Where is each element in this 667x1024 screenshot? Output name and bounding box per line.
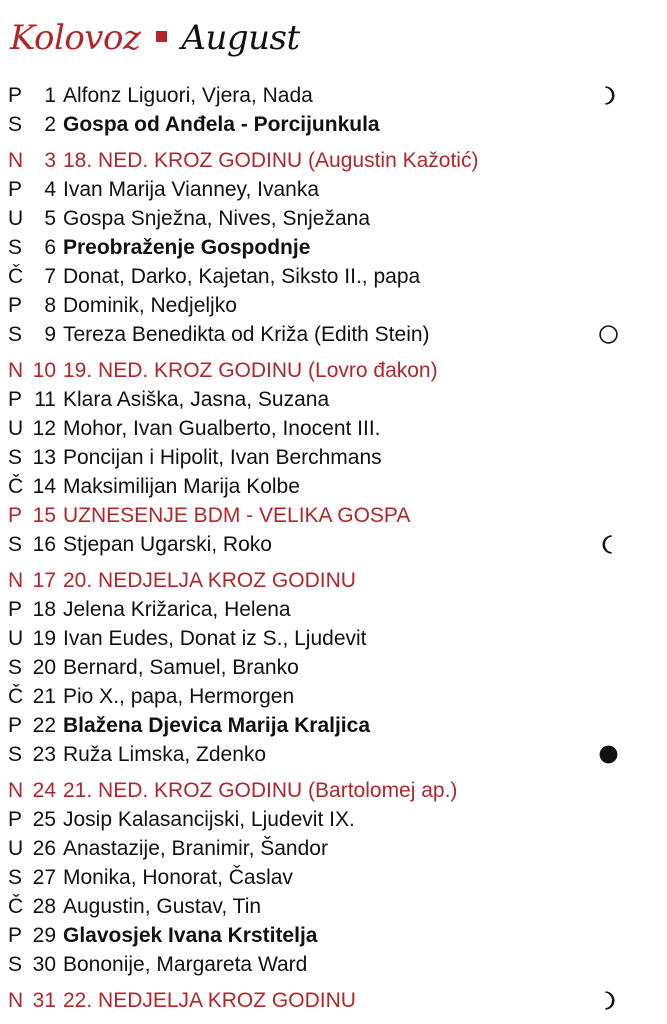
day-row xyxy=(0,682,667,711)
day-number: 2 xyxy=(44,113,56,136)
saint-names: 22. NEDJELJA KROZ GODINU xyxy=(63,989,356,1012)
day-row xyxy=(0,385,667,414)
day-number: 5 xyxy=(44,207,56,230)
day-row xyxy=(0,81,667,110)
saint-names: Augustin, Gustav, Tin xyxy=(63,895,262,918)
saint-names: Poncijan i Hipolit, Ivan Berchmans xyxy=(63,446,382,469)
weekday-letter: P xyxy=(8,714,23,737)
saint-names: Blažena Djevica Marija Kraljica xyxy=(63,714,370,737)
weekday-letter: S xyxy=(8,446,23,469)
waxing-crescent-moon-icon xyxy=(598,85,619,106)
full-moon-icon xyxy=(598,324,619,345)
day-row xyxy=(0,805,667,834)
day-number: 6 xyxy=(44,236,56,259)
weekday-letter: S xyxy=(8,113,23,136)
weekday-letter: P xyxy=(8,808,23,831)
weekday-letter: N xyxy=(8,989,24,1012)
day-row xyxy=(0,834,667,863)
day-number: 31 xyxy=(32,989,56,1012)
weekday-letter: S xyxy=(8,533,23,556)
saint-names: Preobraženje Gospodnje xyxy=(63,236,311,259)
weekday-letter: S xyxy=(8,953,23,976)
saint-names: Gospa od Anđela - Porcijunkula xyxy=(63,113,380,136)
saint-names: Dominik, Nedjeljko xyxy=(63,294,237,317)
day-number: 18 xyxy=(32,598,56,621)
weekday-letter: N xyxy=(8,779,24,802)
month-header xyxy=(10,8,300,68)
saint-names: Anastazije, Branimir, Šandor xyxy=(63,837,328,860)
weekday-letter: U xyxy=(8,627,24,650)
saint-names: Jelena Križarica, Helena xyxy=(63,598,291,621)
day-row xyxy=(0,776,667,805)
day-number: 19 xyxy=(32,627,56,650)
day-row xyxy=(0,175,667,204)
day-number: 1 xyxy=(44,84,56,107)
saint-names: Ivan Eudes, Donat iz S., Ljudevit xyxy=(63,627,367,650)
day-number: 20 xyxy=(32,656,56,679)
month-name-english: August xyxy=(181,18,300,58)
weekday-letter: P xyxy=(8,294,23,317)
day-row xyxy=(0,501,667,530)
day-number: 11 xyxy=(34,388,56,411)
day-number: 3 xyxy=(44,149,56,172)
day-row xyxy=(0,566,667,595)
saint-names: Ruža Limska, Zdenko xyxy=(63,743,267,766)
weekday-letter: P xyxy=(8,598,23,621)
saint-names: Pio X., papa, Hermorgen xyxy=(63,685,295,708)
day-number: 17 xyxy=(32,569,56,592)
weekday-letter: Č xyxy=(8,475,24,498)
day-row xyxy=(0,204,667,233)
weekday-letter: U xyxy=(8,837,24,860)
weekday-letter: S xyxy=(8,656,23,679)
day-number: 28 xyxy=(32,895,56,918)
saint-names: Bononije, Margareta Ward xyxy=(63,953,308,976)
day-row xyxy=(0,356,667,385)
weekday-letter: P xyxy=(8,388,23,411)
day-row xyxy=(0,624,667,653)
day-row xyxy=(0,414,667,443)
weekday-letter: N xyxy=(8,149,24,172)
day-number: 12 xyxy=(32,417,56,440)
day-number: 15 xyxy=(32,504,56,527)
saint-names: Stjepan Ugarski, Roko xyxy=(63,533,272,556)
day-number: 23 xyxy=(32,743,56,766)
day-row xyxy=(0,320,667,349)
saint-names: 18. NED. KROZ GODINU (Augustin Kažotić) xyxy=(63,149,479,172)
day-number: 8 xyxy=(44,294,56,317)
saint-names: Monika, Honorat, Časlav xyxy=(63,866,293,889)
saint-names: Bernard, Samuel, Branko xyxy=(63,656,299,679)
weekday-letter: P xyxy=(8,504,23,527)
saint-names: Mohor, Ivan Gualberto, Inocent III. xyxy=(63,417,381,440)
day-row xyxy=(0,921,667,950)
day-number: 27 xyxy=(32,866,56,889)
weekday-letter: P xyxy=(8,924,23,947)
waxing-crescent-moon-icon xyxy=(598,990,619,1011)
weekday-letter: Č xyxy=(8,895,24,918)
weekday-letter: Č xyxy=(8,265,24,288)
day-number: 21 xyxy=(32,685,56,708)
weekday-letter: U xyxy=(8,417,24,440)
day-row xyxy=(0,892,667,921)
header-square-separator xyxy=(156,31,167,42)
day-row xyxy=(0,653,667,682)
day-row xyxy=(0,740,667,769)
weekday-letter: P xyxy=(8,178,23,201)
day-number: 7 xyxy=(44,265,56,288)
day-number: 16 xyxy=(32,533,56,556)
saint-names: Klara Asiška, Jasna, Suzana xyxy=(63,388,330,411)
day-row xyxy=(0,530,667,559)
day-row xyxy=(0,595,667,624)
day-number: 9 xyxy=(44,323,56,346)
day-row xyxy=(0,950,667,979)
day-number: 10 xyxy=(32,359,56,382)
saint-names: Alfonz Liguori, Vjera, Nada xyxy=(63,84,313,107)
day-list xyxy=(0,81,667,1015)
weekday-letter: S xyxy=(8,236,23,259)
saint-names: Ivan Marija Vianney, Ivanka xyxy=(63,178,320,201)
day-number: 14 xyxy=(32,475,56,498)
day-number: 4 xyxy=(44,178,56,201)
day-number: 25 xyxy=(32,808,56,831)
day-number: 29 xyxy=(32,924,56,947)
saint-names: Donat, Darko, Kajetan, Siksto II., papa xyxy=(63,265,421,288)
day-number: 13 xyxy=(32,446,56,469)
weekday-letter: S xyxy=(8,743,23,766)
day-row xyxy=(0,711,667,740)
month-name-croatian: Kolovoz xyxy=(10,18,141,58)
day-number: 26 xyxy=(32,837,56,860)
weekday-letter: Č xyxy=(8,685,24,708)
weekday-letter: S xyxy=(8,866,23,889)
saint-names: Josip Kalasancijski, Ljudevit IX. xyxy=(63,808,355,831)
saint-names: Glavosjek Ivana Krstitelja xyxy=(63,924,318,947)
day-row xyxy=(0,443,667,472)
day-row xyxy=(0,986,667,1015)
day-number: 24 xyxy=(32,779,56,802)
new-moon-icon xyxy=(598,744,619,765)
saint-names: Maksimilijan Marija Kolbe xyxy=(63,475,300,498)
day-row xyxy=(0,110,667,139)
day-row xyxy=(0,233,667,262)
day-row xyxy=(0,262,667,291)
weekday-letter: S xyxy=(8,323,23,346)
day-row xyxy=(0,146,667,175)
weekday-letter: U xyxy=(8,207,24,230)
weekday-letter: N xyxy=(8,359,24,382)
day-row xyxy=(0,863,667,892)
weekday-letter: N xyxy=(8,569,24,592)
saint-names: 20. NEDJELJA KROZ GODINU xyxy=(63,569,356,592)
waning-crescent-moon-icon xyxy=(598,534,619,555)
saint-names: Tereza Benedikta od Križa (Edith Stein) xyxy=(63,323,430,346)
day-row xyxy=(0,472,667,501)
saint-names: 21. NED. KROZ GODINU (Bartolomej ap.) xyxy=(63,779,458,802)
weekday-letter: P xyxy=(8,84,23,107)
day-number: 30 xyxy=(32,953,56,976)
day-row xyxy=(0,291,667,320)
saint-names: Gospa Snježna, Nives, Snježana xyxy=(63,207,371,230)
day-number: 22 xyxy=(32,714,56,737)
saint-names: 19. NED. KROZ GODINU (Lovro đakon) xyxy=(63,359,438,382)
saint-names: UZNESENJE BDM - VELIKA GOSPA xyxy=(63,504,411,527)
